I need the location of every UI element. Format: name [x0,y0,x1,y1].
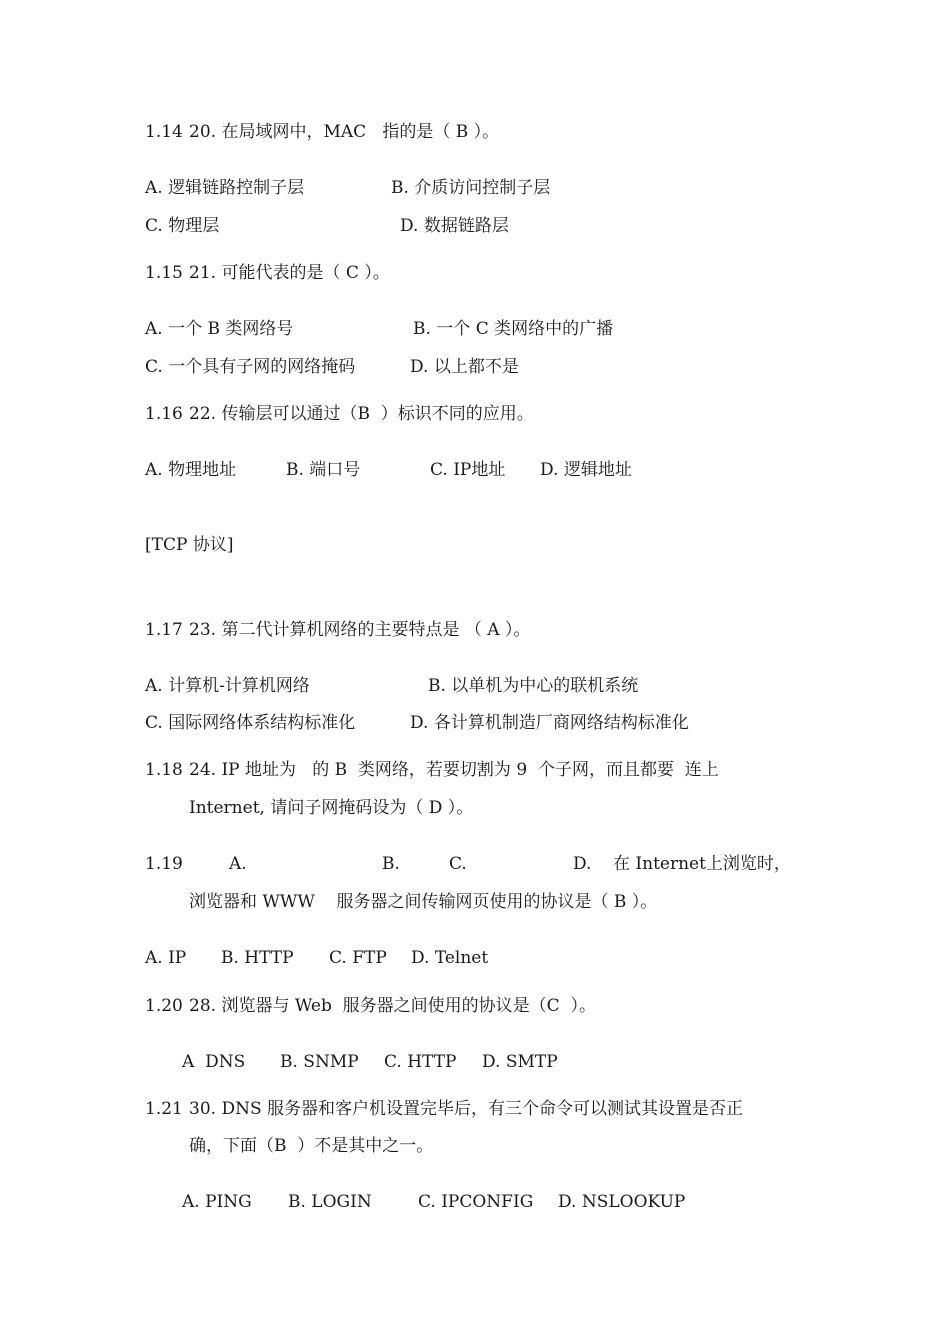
question-number: 1.21 [145,1099,183,1119]
question-text: 22. 传输层可以通过（B ）标识不同的应用。 [189,404,534,424]
option-b: B. LOGIN [288,1192,372,1212]
inline-option-d: D. [573,854,592,874]
option-d: D. 各计算机制造厂商网络结构标准化 [410,713,689,733]
question-number: 1.16 [145,404,183,424]
option-b: B. 以单机为中心的联机系统 [428,676,639,696]
option-b: B. HTTP [221,948,294,968]
question-number: 1.19 [145,854,183,874]
question-number: 1.18 [145,760,183,780]
inline-option-a: A. [229,854,247,874]
section-heading: [TCP 协议] [145,535,234,555]
question-number: 1.17 [145,620,183,640]
question-text-line1: 30. DNS 服务器和客户机设置完毕后，有三个命令可以测试其设置是否正 [189,1099,743,1119]
option-d: D. Telnet [411,948,489,968]
option-d: D. 逻辑地址 [540,460,632,480]
option-a: A. 逻辑链路控制子层 [145,178,305,198]
option-c: C. 一个具有子网的网络掩码 [145,357,356,377]
question-text: 20. 在局域网中，MAC 指的是（ B ）。 [189,122,500,142]
option-b: B. 端口号 [286,460,361,480]
question-text-line2: 浏览器和 WWW 服务器之间传输网页使用的协议是（ B ）。 [189,892,658,912]
question-number: 1.15 [145,263,183,283]
option-b: B. SNMP [280,1052,359,1072]
option-c: C. IP地址 [430,460,506,480]
question-text: 21. 可能代表的是（ C ）。 [189,263,390,283]
option-c: C. 物理层 [145,216,220,236]
option-c: C. IPCONFIG [418,1192,534,1212]
option-b: B. 一个 C 类网络中的广播 [413,319,614,339]
inline-option-b: B. [382,854,400,874]
option-a: A. IP [145,948,187,968]
option-d: D. SMTP [482,1052,558,1072]
question-text-line2: Internet, 请问子网掩码设为（ D ）。 [189,798,474,818]
question-text-line2: 确，下面（B ）不是其中之一。 [189,1136,434,1156]
option-c: C. HTTP [384,1052,457,1072]
question-text-line1: 24. IP 地址为 的 B 类网络，若要切割为 9 个子网，而且都要 连上 [189,760,719,780]
option-d: D. 以上都不是 [410,357,519,377]
option-a: A. 物理地址 [145,460,237,480]
option-a: A. PING [182,1192,252,1212]
option-d: D. NSLOOKUP [558,1192,686,1212]
option-d: D. 数据链路层 [400,216,509,236]
question-number: 1.20 [145,996,183,1016]
option-a: A. 计算机-计算机网络 [145,676,310,696]
option-a: A. 一个 B 类网络号 [145,319,294,339]
option-c: C. 国际网络体系结构标准化 [145,713,356,733]
option-c: C. FTP [329,948,387,968]
option-b: B. 介质访问控制子层 [391,178,551,198]
question-text: 23. 第二代计算机网络的主要特点是 （ A ）。 [189,620,531,640]
question-number: 1.14 [145,122,183,142]
inline-option-c: C. [449,854,467,874]
question-text-line1: 在 Internet上浏览时， [613,854,791,874]
option-a: A DNS [182,1052,246,1072]
question-text: 28. 浏览器与 Web 服务器之间使用的协议是（C ）。 [189,996,596,1016]
